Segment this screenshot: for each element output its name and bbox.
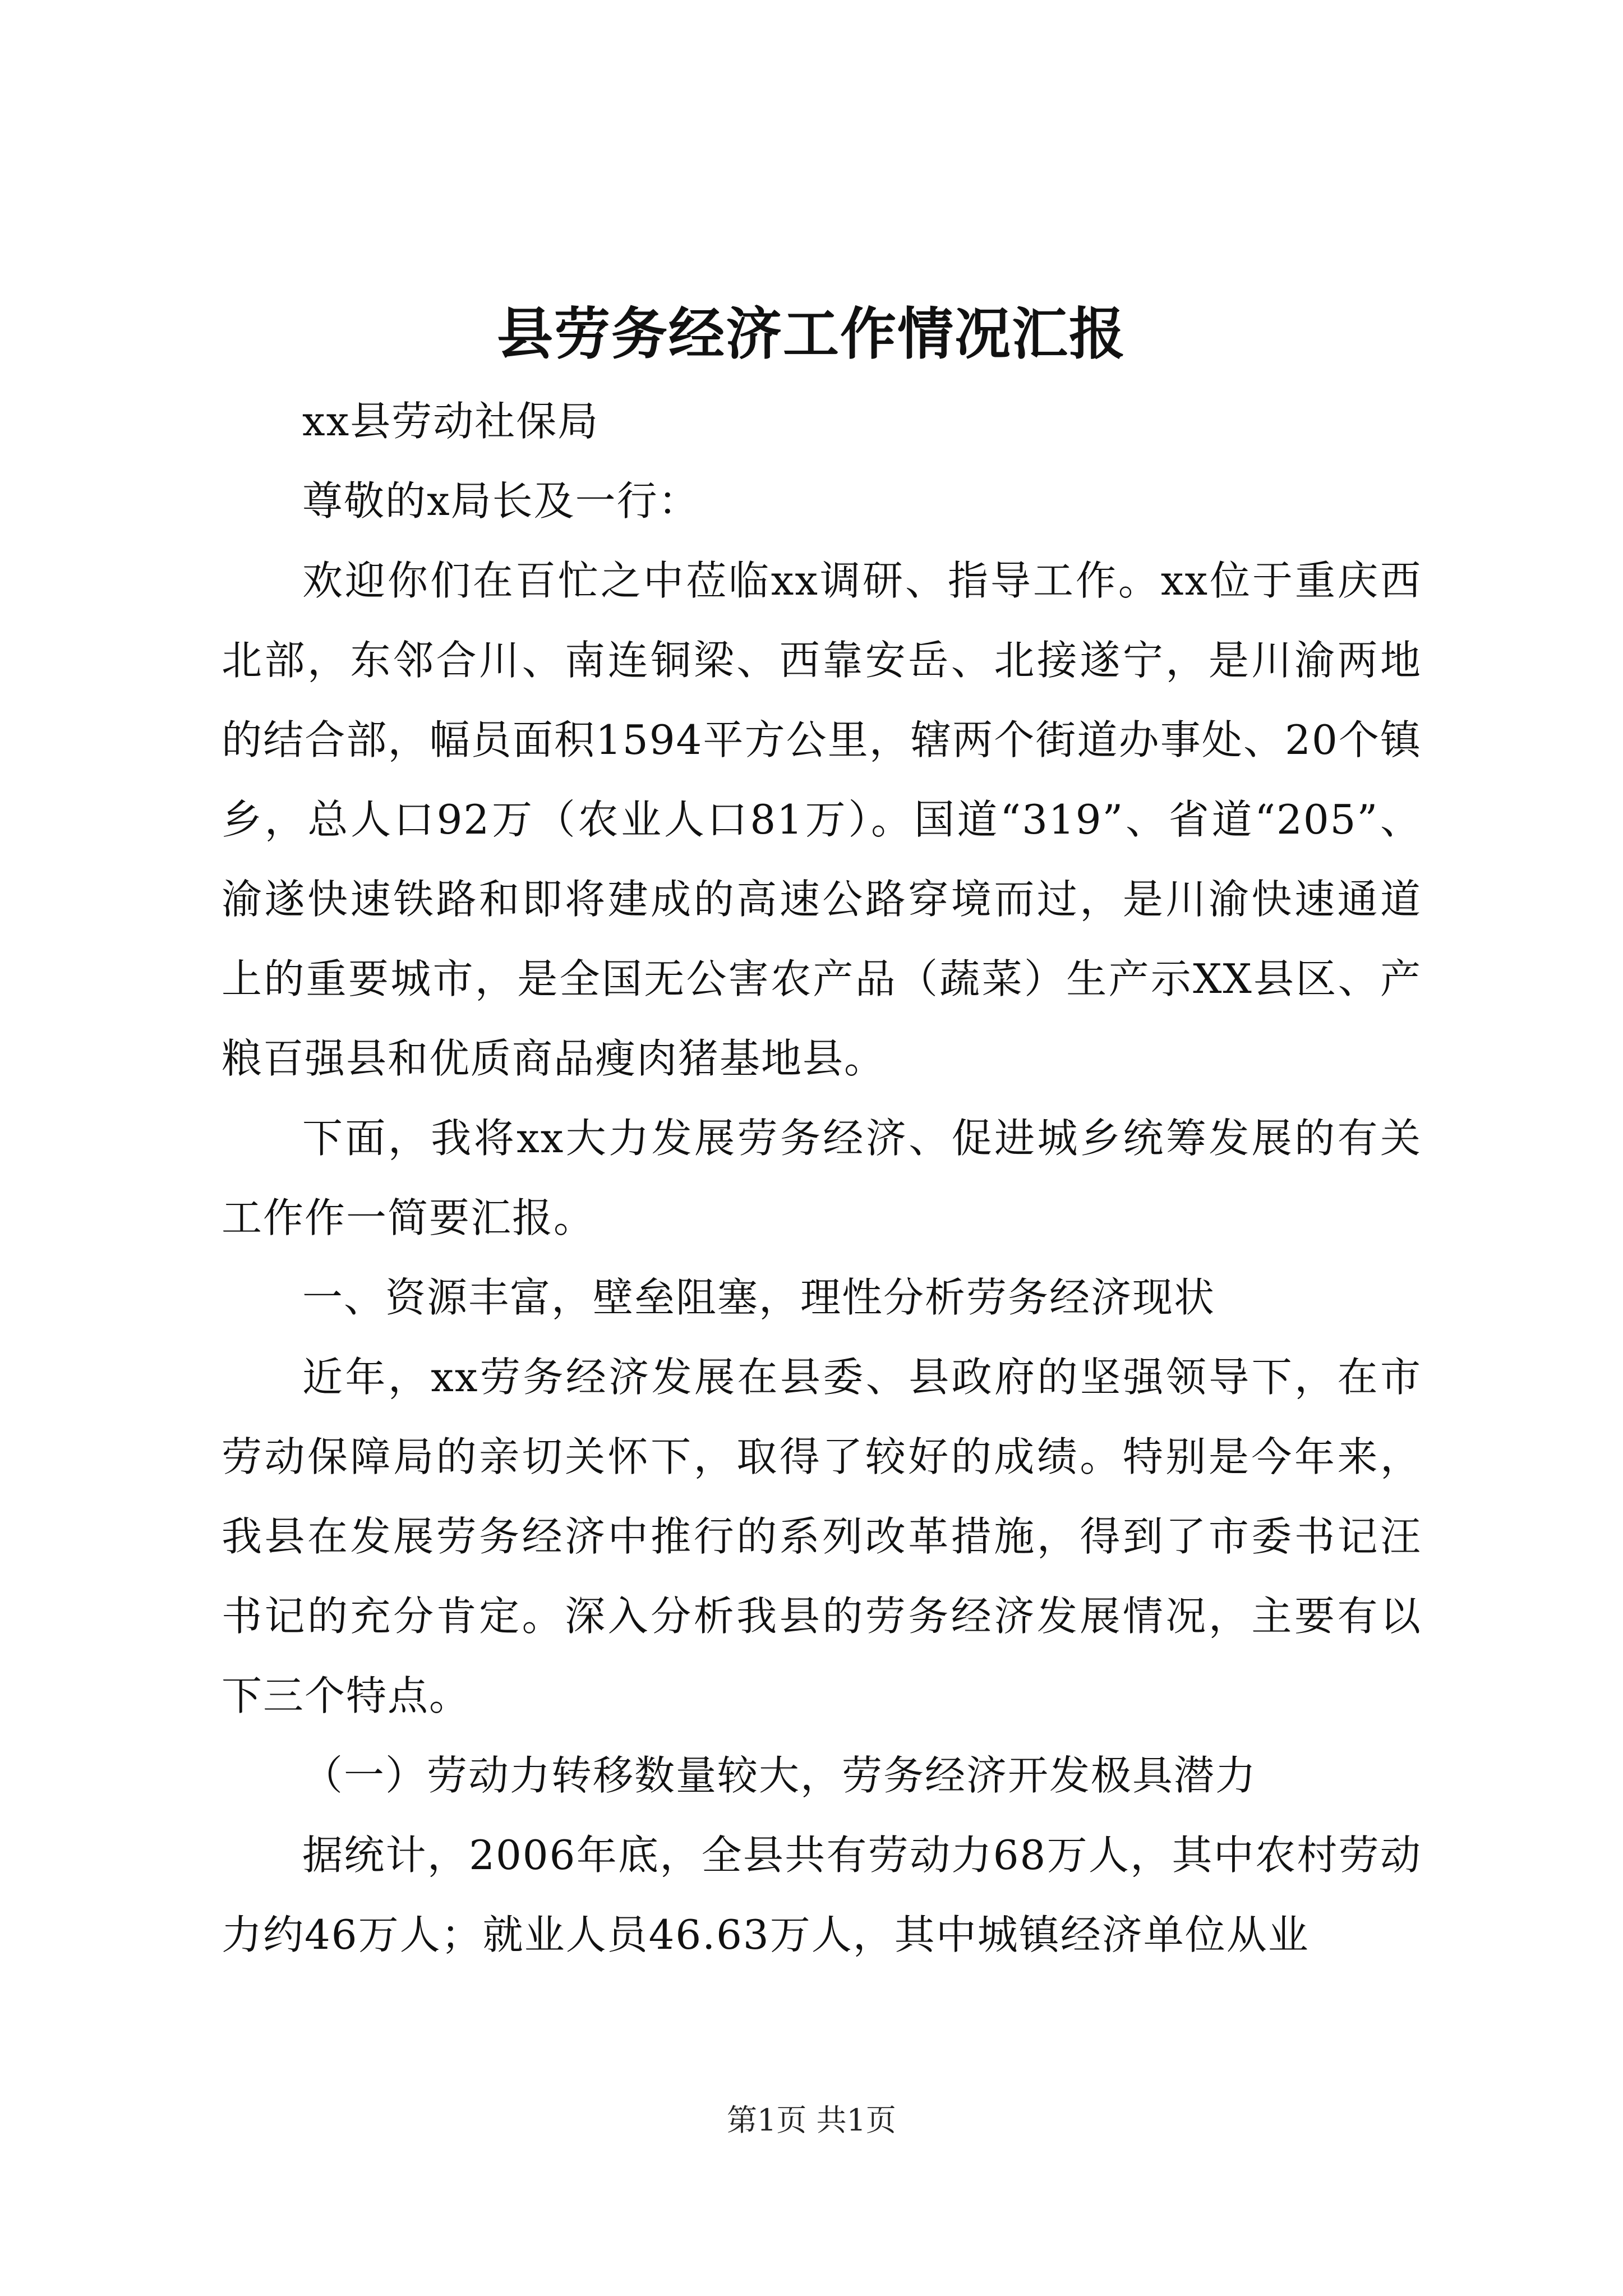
paragraph-introduction: 欢迎你们在百忙之中莅临xx调研、指导工作。xx位于重庆西北部，东邻合川、南连铜梁、西靠安岳、北接遂宁，是川渝两地的结合部，幅员面积1594平方公里，辖两个街道办事处、20个镇乡，总人口92万（农业人口81万）。国道“319”、省道“205”、渝遂快速铁路和即将建成的高速公路穿境而过，是川渝快速通道上的重要城市，是全国无公害农产品（蔬菜）生产示XX县区、产粮百强县和优质商品瘦肉猪基地县。 <box>222 557 1422 1082</box>
document-body <box>222 381 1422 1975</box>
paragraph-report-intro: 下面，我将xx大力发展劳务经济、促进城乡统筹发展的有关工作作一简要汇报。 <box>222 1115 1422 1241</box>
section-heading-1: 一、资源丰富，壁垒阻塞，理性分析劳务经济现状 <box>302 1274 1216 1321</box>
paragraph-overview: 近年，xx劳务经济发展在县委、县政府的坚强领导下，在市劳动保障局的亲切关怀下，取得了较好的成绩。特别是今年来，我县在发展劳务经济中推行的系列改革措施，得到了市委书记汪书记的充分肯定。深入分析我县的劳务经济发展情况，主要有以下三个特点。 <box>222 1354 1422 1719</box>
page-footer: 第1页 共1页 <box>727 2102 896 2138</box>
paragraph-salutation: 尊敬的x局长及一行： <box>302 477 700 524</box>
paragraph-statistics: 据统计，2006年底，全县共有劳动力68万人，其中农村劳动力约46万人；就业人员46.63万人，其中城镇经济单位从业 <box>222 1832 1422 1958</box>
subsection-heading-1: （一）劳动力转移数量较大，劳务经济开发极具潜力 <box>302 1752 1257 1799</box>
document-title: 县劳务经济工作情况汇报 <box>497 301 1126 367</box>
paragraph-department: xx县劳动社保局 <box>302 398 600 445</box>
